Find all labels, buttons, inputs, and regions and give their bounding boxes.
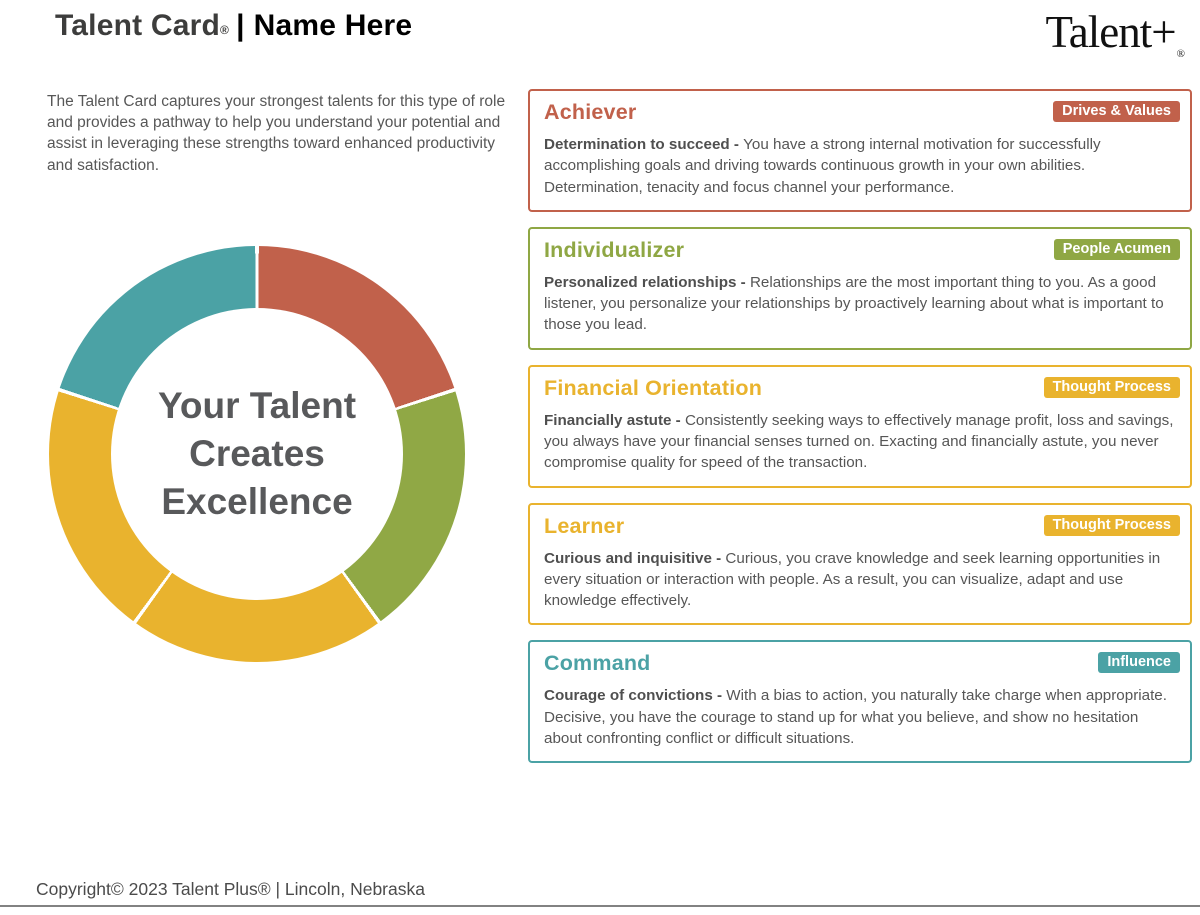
copyright-text: Copyright© 2023 Talent Plus® | Lincoln, Nebraska (36, 879, 425, 899)
card-badge: People Acumen (1054, 239, 1180, 260)
card-title: Command (544, 651, 651, 676)
card-body-text: Consistently seeking ways to effectively manage profit, loss and savings, you always have your financial senses turned on. Exacting and financially astute, you never compromise quality for speed of the transaction. (544, 411, 1174, 472)
logo-registered-mark: ® (1176, 48, 1185, 60)
talent-plus-logo (1045, 6, 1184, 58)
card-description (544, 548, 1176, 612)
card-lead-phrase: Courage of convictions - (544, 687, 727, 705)
talent-card-learner (528, 503, 1192, 626)
title-separator: | (236, 9, 245, 42)
card-title: Individualizer (544, 237, 685, 262)
card-badge: Thought Process (1044, 377, 1180, 398)
page-title (55, 9, 412, 43)
donut-hole (111, 308, 403, 600)
card-description (544, 410, 1176, 474)
card-title: Achiever (544, 100, 637, 124)
center-line-2: Creates (189, 432, 325, 474)
brand-text: Talent Card (55, 9, 221, 42)
bottom-divider (0, 905, 1200, 907)
card-badge: Thought Process (1044, 515, 1180, 536)
card-body-text: Relationships are the most important thing to you. As a good listener, you personalize your relationships by proactively learning about what is important to those you lead. (544, 273, 1164, 334)
talent-card-command (528, 640, 1192, 763)
card-body-text: You have a strong internal motivation for successfully accomplishing goals and driving towards continuous growth in your own abilities. Determination, tenacity and focus channel your performance. (544, 136, 1101, 196)
donut-ring (49, 246, 465, 662)
card-badge: Drives & Values (1053, 101, 1180, 122)
card-description (544, 272, 1176, 336)
talent-cards-list (528, 89, 1192, 778)
card-description (544, 685, 1176, 749)
card-lead-phrase: Financially astute - (544, 411, 685, 429)
talent-card-achiever (528, 89, 1192, 212)
card-lead-phrase: Curious and inquisitive - (544, 549, 726, 567)
intro-paragraph: The Talent Card captures your strongest talents for this type of role and provides a pathway to help you understand your potential and assist in leveraging these strengths toward enhanced productivity and satisfaction. (47, 93, 506, 174)
card-title: Financial Orientation (544, 375, 763, 400)
card-lead-phrase: Personalized relationships - (544, 273, 750, 291)
card-body-text: With a bias to action, you naturally take charge when appropriate. Decisive, you have the courage to stand up for what you believe, and show no hesitation about confronting conflict or difficult situations. (544, 687, 1167, 747)
card-badge: Influence (1098, 652, 1180, 673)
center-line-3: Excellence (161, 481, 353, 523)
donut-center-label (158, 382, 356, 526)
talent-donut-chart (49, 246, 465, 662)
registered-mark: ® (220, 23, 230, 37)
card-body-text: Curious, you crave knowledge and seek learning opportunities in every situation or interaction with people. As a result, you can visualize, adapt and use knowledge effectively. (544, 549, 1161, 610)
person-name: Name Here (253, 9, 413, 42)
center-line-1: Your Talent (157, 384, 357, 426)
logo-text: Talent+ (1045, 7, 1176, 57)
talent-card-individualizer (528, 227, 1192, 350)
card-description (544, 134, 1176, 198)
talent-card-financial-orientation (528, 365, 1192, 488)
card-title: Learner (544, 513, 625, 538)
card-lead-phrase: Determination to succeed - (544, 136, 744, 153)
